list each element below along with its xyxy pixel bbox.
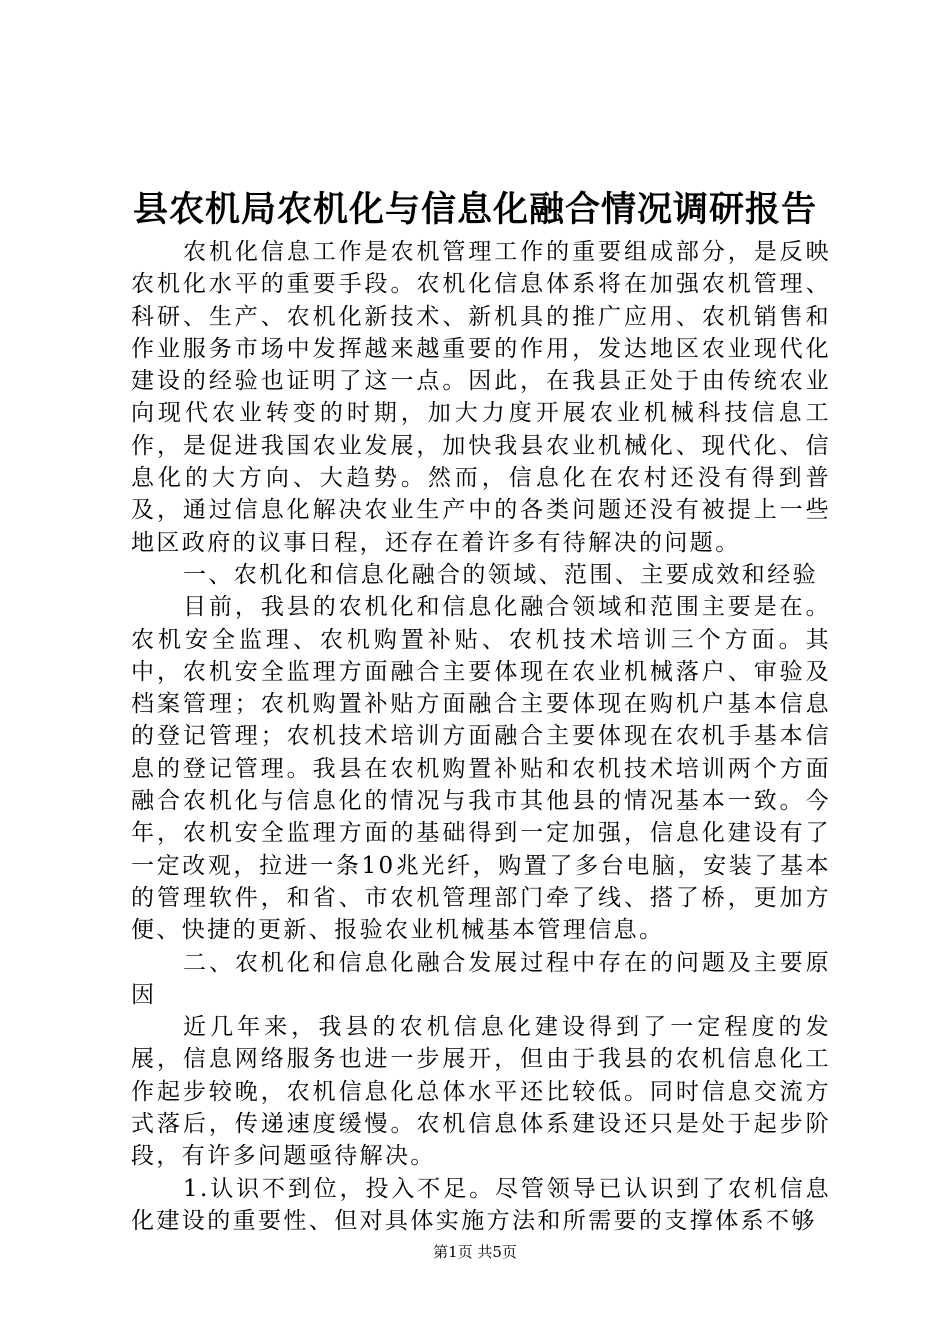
paragraph-intro: 农机化信息工作是农机管理工作的重要组成部分，是反映农机化水平的重要手段。农机化信息体系将在加强农机管理、科研、生产、农机化新技术、新机具的推广应用、农机销售和作业服务市场中发挥越来越重要的作用，发达地区农业现代化建设的经验也证明了这一点。因此，在我县正处于由传统农业向现代农业转变的时期，加大力度开展农业机械科技信息工作，是促进我国农业发展，加快我县农业机械化、现代化、信息化的大方向、大趋势。然而，信息化在农村还没有得到普及，通过信息化解决农业生产中的各类问题还没有被提上一些地区政府的议事日程，还存在着许多有待解决的问题。 <box>131 239 831 556</box>
paragraph-section-2: 近几年来，我县的农机信息化建设得到了一定程度的发展，信息网络服务也进一步展开，但由于我县的农机信息化工作起步较晚，农机信息化总体水平还比较低。同时信息交流方式落后，传递速度缓慢。农机信息体系建设还只是处于起步阶段，有许多问题亟待解决。 <box>131 1014 831 1170</box>
document-title: 县农机局农机化与信息化融合情况调研报告 <box>132 189 817 230</box>
page-footer: 第1页 共5页 <box>433 1243 517 1261</box>
paragraph-item-1: 1.认识不到位，投入不足。尽管领导已认识到了农机信息化建设的重要性、但对具体实施方法和所需要的支撑体系不够 <box>131 1175 831 1234</box>
document-body <box>131 236 831 1237</box>
section-heading-2: 二、农机化和信息化融合发展过程中存在的问题及主要原因 <box>131 949 831 1008</box>
section-heading-1: 一、农机化和信息化融合的领域、范围、主要成效和经验 <box>183 561 818 588</box>
paragraph-section-1: 目前，我县的农机化和信息化融合领域和范围主要是在。农机安全监理、农机购置补贴、农机技术培训三个方面。其中，农机安全监理方面融合主要体现在农业机械落户、审验及档案管理；农机购置补贴方面融合主要体现在购机户基本信息的登记管理；农机技术培训方面融合主要体现在农机手基本信息的登记管理。我县在农机购置补贴和农机技术培训两个方面融合农机化与信息化的情况与我市其他县的情况基本一致。今年，农机安全监理方面的基础得到一定加强，信息化建设有了一定改观，拉进一条10兆光纤，购置了多台电脑，安装了基本的管理软件，和省、市农机管理部门牵了线、搭了桥，更加方便、快捷的更新、报验农业机械基本管理信息。 <box>131 594 831 944</box>
